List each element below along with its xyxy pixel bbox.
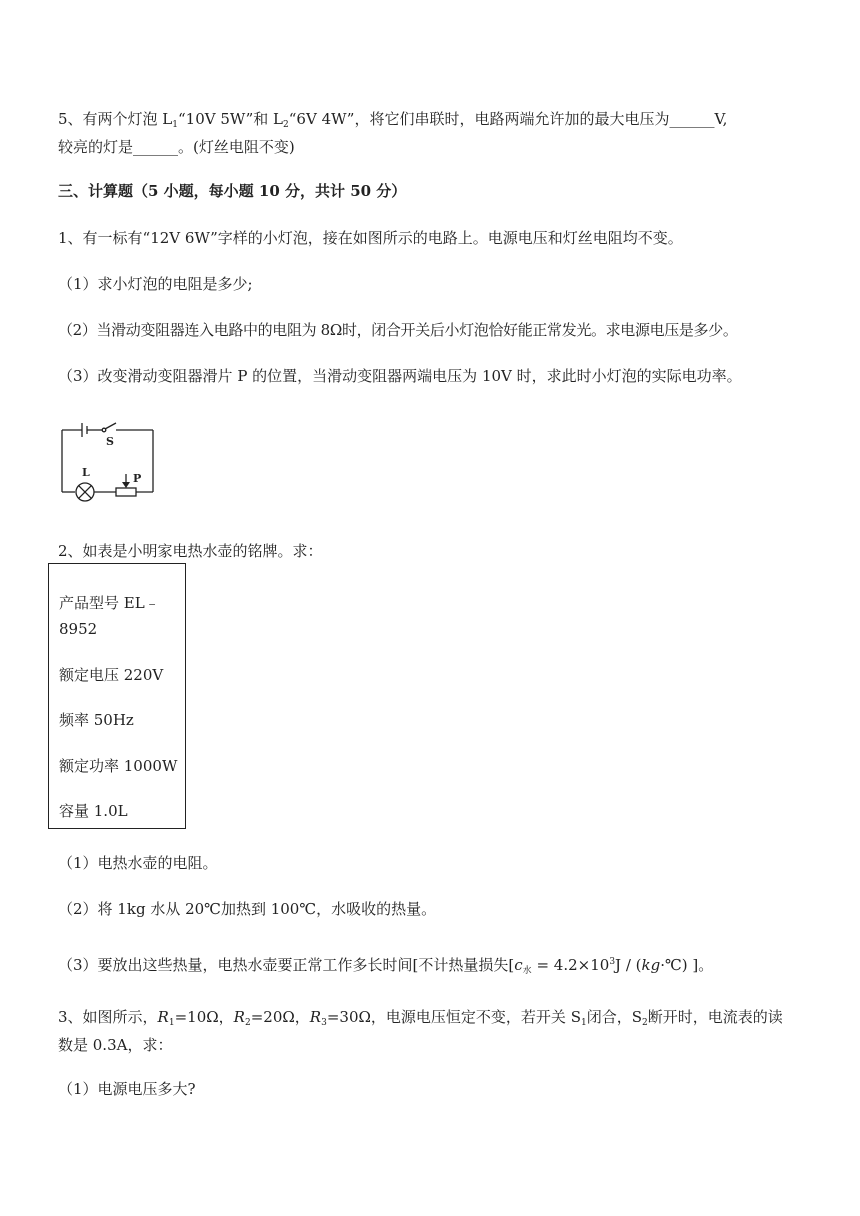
spec-model-2: 8952 [59,620,98,638]
r1-symbol: R [157,1008,169,1026]
r3-sub: 3 [321,1018,327,1028]
formula-kg: kg [641,956,661,974]
q5-text-b: “10V 5W”和 L [178,110,284,128]
q5-sub-1: 1 [172,120,179,130]
c3-line-2: 数是 0.3A，求： [58,1036,173,1054]
c3-text-a: 3、如图所示， [58,1008,158,1026]
s1-sub: 1 [580,1018,587,1028]
switch-arm [105,423,116,429]
c2-part-2: （2）将 1kg 水从 20℃加热到 100℃，水吸收的热量。 [58,900,437,918]
formula-eq: = 4.2×10 [531,956,610,974]
spec-frequency: 频率 50Hz [59,711,134,729]
r2-symbol: R [233,1008,245,1026]
c2-part-1: （1）电热水壶的电阻。 [58,854,218,872]
q5-sub-2: 2 [283,120,289,130]
r2-value: =20Ω， [250,1008,310,1026]
q5-line-2: 较亮的灯是______。(灯丝电阻不变) [58,138,295,156]
q5-line-1 [58,108,727,136]
nameplate-table [48,563,186,829]
c1-part-1: （1）求小灯泡的电阻是多少; [58,275,253,293]
formula-c: c [514,956,523,974]
formula-exp: 3 [609,957,616,967]
spec-model-1: 产品型号 EL﹣ [59,594,160,612]
c2-part-3 [58,951,713,982]
c2-stem: 2、如表是小明家电热水壶的铭牌。求： [58,542,323,560]
c3-text-mid: 闭合，S [586,1008,642,1026]
c3-text-tail: 断开时，电流表的读 [647,1008,783,1026]
c3-line-1 [58,1006,783,1034]
c3-part-1: （1）电源电压多大? [58,1080,196,1098]
r1-sub: 1 [168,1018,175,1028]
c1-stem: 1、有一标有“12V 6W”字样的小灯泡，接在如图所示的电路上。电源电压和灯丝电阻均不变。 [58,229,683,247]
c2-p3-text: （3）要放出这些热量，电热水壶要正常工作多长时间[不计热量损失[ [58,956,515,974]
rheostat-symbol [116,488,136,496]
formula-unit: J / ( [615,956,642,974]
r3-value: =30Ω，电源电压恒定不变，若开关 S [326,1008,581,1026]
s2-sub: 2 [641,1018,648,1028]
spec-capacity: 容量 1.0L [59,802,128,820]
formula-end: ·℃) ]。 [660,956,714,974]
spec-voltage: 额定电压 220V [59,666,164,684]
label-p: P [133,472,142,485]
q5-text-a: 5、有两个灯泡 L [58,110,173,128]
label-s: S [106,435,114,448]
r3-symbol: R [309,1008,322,1026]
slider-arrowhead [122,482,130,488]
c1-part-2: （2）当滑动变阻器连入电路中的电阻为 8Ω时，闭合开关后小灯泡恰好能正常发光。求电源电压是多少。 [58,321,738,339]
r2-sub: 2 [244,1018,251,1028]
section-title: 三、计算题（5 小题，每小题 10 分，共计 50 分） [58,182,407,200]
c1-part-3: （3）改变滑动变阻器滑片 P 的位置，当滑动变阻器两端电压为 10V 时，求此时小灯泡的实际电功率。 [58,367,742,385]
circuit-diagram [56,418,160,502]
spec-power: 额定功率 1000W [59,757,178,775]
q5-text-c: “6V 4W”，将它们串联时，电路两端允许加的最大电压为______V, [288,110,728,128]
formula-c-sub: 水 [522,966,532,976]
r1-value: =10Ω， [174,1008,234,1026]
label-l: L [82,466,90,479]
